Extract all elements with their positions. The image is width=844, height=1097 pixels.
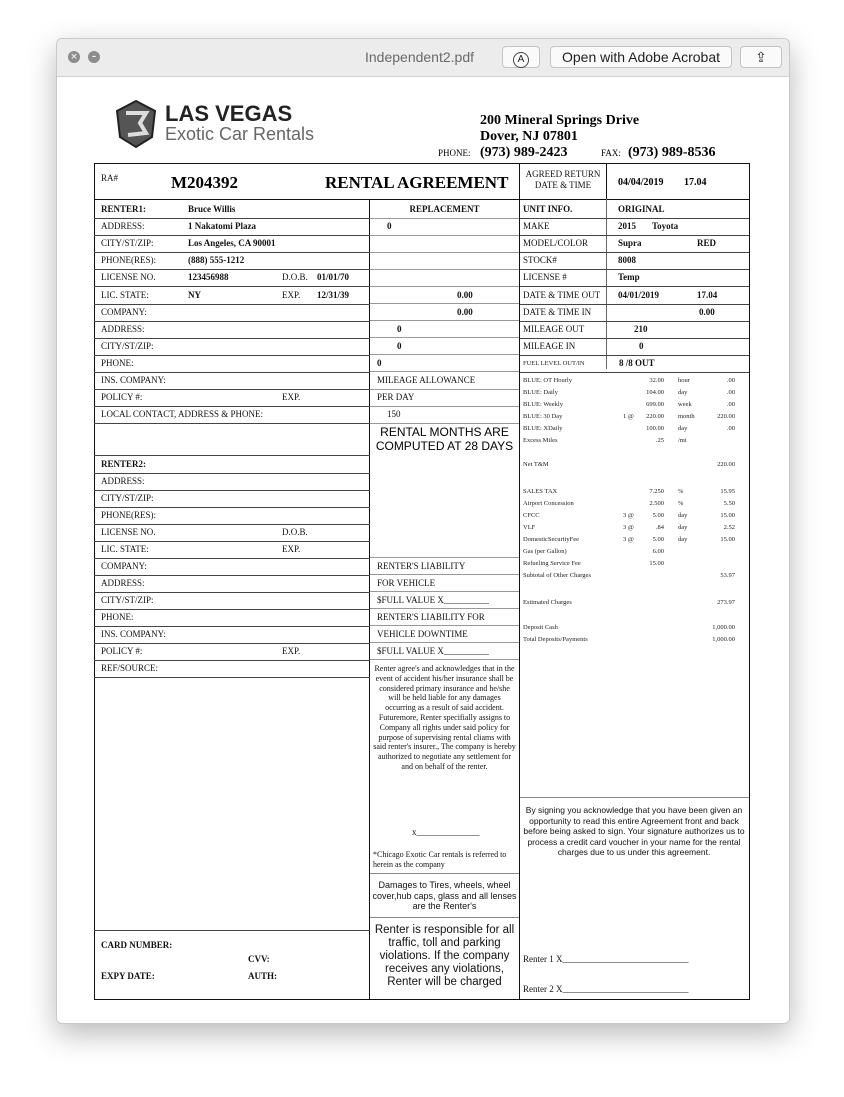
logo-emblem-icon	[112, 99, 160, 149]
row-divider	[94, 626, 370, 627]
unit-info-value: 8 /8 OUT	[619, 358, 655, 368]
charge-rate: 5.00	[652, 512, 664, 519]
renter-field-label: LIC. STATE:	[101, 290, 149, 300]
renter-field-label: CITY/ST/ZIP:	[101, 238, 154, 248]
share-button[interactable]	[740, 46, 782, 68]
liability-line-3: $FULL VALUE X__________	[377, 595, 489, 605]
charge-label: BLUE: Daily	[523, 389, 558, 396]
row-divider	[370, 354, 519, 355]
charge-rate: 5.00	[652, 536, 664, 543]
charge-unit: day	[678, 425, 688, 432]
renter-field-value: 1 Nakatomi Plaza	[188, 221, 256, 231]
unit-info-label: DATE & TIME OUT	[523, 290, 601, 300]
charge-rate: 104.00	[646, 389, 664, 396]
months-note-1: RENTAL MONTHS ARE	[380, 425, 509, 439]
return-date: 04/04/2019	[618, 177, 664, 188]
renter-field-value: NY	[188, 290, 201, 300]
charge-amount: 220.00	[717, 413, 735, 420]
row-divider	[520, 355, 749, 356]
row-divider	[94, 286, 370, 287]
renter-field-label: ADDRESS:	[101, 476, 145, 486]
row-divider	[94, 235, 370, 236]
row-divider	[520, 218, 749, 219]
unit-info-label: MILEAGE OUT	[523, 324, 585, 334]
row-divider	[370, 320, 519, 321]
charge-rate: .25	[655, 437, 664, 444]
row-divider	[370, 371, 519, 372]
address-line-2: Dover, NJ 07801	[480, 129, 578, 144]
fax-label: FAX:	[601, 148, 621, 158]
charge-label: BLUE: 30 Day	[523, 413, 563, 420]
unit-info-value: Temp	[618, 272, 640, 282]
row-divider	[94, 524, 370, 525]
renter1-signature-line[interactable]: Renter 1 X____________________________	[523, 954, 689, 964]
charge-unit: %	[678, 488, 684, 495]
charge-label: BLUE: OT Hourly	[523, 377, 572, 384]
row-divider	[370, 337, 519, 338]
charge-rate: 6.00	[652, 548, 664, 555]
row-divider	[370, 659, 519, 660]
charge-unit: week	[678, 401, 692, 408]
row-divider	[94, 423, 370, 424]
traffic-violations-note: Renter is responsible for all traffic, toll and parking violations. If the company receives any violations, Renter will be charged	[374, 924, 515, 988]
auth-label: AUTH:	[248, 971, 277, 981]
unit-info-label: MODEL/COLOR	[523, 238, 588, 248]
row-divider	[94, 575, 370, 576]
charge-amount: .00	[726, 425, 735, 432]
renter-field-label: REF/SOURCE:	[101, 663, 159, 673]
charge-unit: day	[678, 524, 688, 531]
renter-field-sublabel: EXP.	[282, 544, 301, 554]
row-divider	[370, 389, 519, 390]
unit-info-label: UNIT INFO.	[523, 204, 573, 214]
charge-rate: 7.250	[649, 488, 664, 495]
row-divider	[94, 269, 370, 270]
charge-amount: 2.52	[723, 524, 735, 531]
per-day-label: PER DAY	[377, 392, 415, 402]
replacement-value-2: 0.00	[457, 290, 473, 300]
renter-field-label: ADDRESS:	[101, 578, 145, 588]
pdf-page	[57, 77, 789, 1023]
renter-field-label: PHONE:	[101, 612, 134, 622]
replacement-value-1: 0	[387, 221, 392, 231]
renter-field-sublabel: EXP.	[282, 290, 301, 300]
row-divider	[94, 455, 370, 456]
renter-field-sublabel: D.O.B.	[282, 527, 308, 537]
unit-info-value: 2015	[618, 221, 636, 231]
renter-field-value: (888) 555-1212	[188, 255, 245, 265]
charge-rate: 2.500	[649, 500, 664, 507]
charge-rate: 32.00	[649, 377, 664, 384]
renter-field-label: PHONE:	[101, 358, 134, 368]
open-with-acrobat-button[interactable]: Open with Adobe Acrobat	[550, 46, 732, 68]
row-divider	[520, 286, 749, 287]
phone-label: PHONE:	[438, 148, 471, 158]
close-icon[interactable]: ×	[68, 51, 80, 63]
row-divider	[94, 677, 370, 678]
unit-info-label: DATE & TIME IN	[523, 307, 592, 317]
row-divider	[94, 609, 370, 610]
charge-unit: hour	[678, 377, 690, 384]
logo-subtitle: Exotic Car Rentals	[165, 124, 315, 144]
row-divider	[370, 574, 519, 575]
renter-field-value: Los Angeles, CA 90001	[188, 238, 276, 248]
unit-info-value: 210	[634, 324, 648, 334]
pdf-viewer-window	[56, 38, 790, 1024]
charge-amount: .00	[726, 377, 735, 384]
charge-unit: day	[678, 536, 688, 543]
row-divider	[370, 218, 519, 219]
renter-field-label: ADDRESS:	[101, 324, 145, 334]
renter-field-label: PHONE(RES):	[101, 510, 157, 520]
company-reference-note: *Chicago Exotic Car rentals is referred to herein as the company	[373, 850, 507, 869]
renter-field-label: LIC. STATE:	[101, 544, 149, 554]
unit-info-label: STOCK#	[523, 255, 557, 265]
row-divider	[94, 541, 370, 542]
charge-rate: 699.00	[646, 401, 664, 408]
liability-line-6: $FULL VALUE X__________	[377, 646, 489, 656]
return-time: 17.04	[684, 177, 707, 188]
renter-field-label: LICENSE NO.	[101, 527, 156, 537]
charge-amount: .00	[726, 401, 735, 408]
row-divider	[94, 930, 370, 931]
charge-label: Gas (per Gallon)	[523, 548, 567, 555]
months-note-2: COMPUTED AT 28 DAYS	[375, 439, 514, 453]
renter-field-value: Bruce Willis	[188, 204, 236, 214]
charge-unit: /mi	[678, 437, 687, 444]
charge-qty: 3 @	[623, 524, 634, 531]
charge-amount: 220.00	[717, 461, 735, 468]
row-divider	[370, 269, 519, 270]
unit-info-value: 0.00	[699, 307, 715, 317]
unit-info-value: Supra	[618, 238, 642, 248]
charge-amount: 15.00	[720, 512, 735, 519]
damages-note: Damages to Tires, wheels, wheel cover,hub caps, glass and all lenses are the Renter's	[372, 880, 517, 911]
charge-qty: 1 @	[623, 413, 634, 420]
row-divider	[520, 252, 749, 253]
charge-unit: month	[678, 413, 695, 420]
charge-label: Airport Concession	[523, 500, 574, 507]
unit-info-value: RED	[697, 238, 717, 248]
renter-field-label: LICENSE NO.	[101, 272, 156, 282]
replacement-header: REPLACEMENT	[409, 204, 480, 214]
liability-line-5: VEHICLE DOWNTIME	[377, 629, 468, 639]
renter-field-subvalue: 12/31/39	[317, 290, 350, 300]
unit-info-label: MAKE	[523, 221, 550, 231]
title-bar	[57, 39, 789, 77]
charge-amount: 1,000.00	[712, 636, 735, 643]
unit-info-value: 0	[639, 341, 644, 351]
row-divider	[94, 252, 370, 253]
row-divider	[94, 660, 370, 661]
return-label-1: AGREED RETURN	[525, 169, 601, 179]
renter-field-label: LOCAL CONTACT, ADDRESS & PHONE:	[101, 409, 264, 419]
charge-label: SALES TAX	[523, 488, 558, 495]
renter-field-sublabel: EXP.	[282, 392, 301, 402]
renter-field-label: PHONE(RES):	[101, 255, 157, 265]
renter-field-label: CITY/ST/ZIP:	[101, 595, 154, 605]
renter-field-label: POLICY #:	[101, 392, 143, 402]
phone-number: (973) 989-2423	[480, 145, 568, 160]
replacement-value-3: 0.00	[457, 307, 473, 317]
markup-button[interactable]	[502, 46, 540, 68]
row-divider	[370, 286, 519, 287]
row-divider	[94, 338, 370, 339]
replacement-value-5: 0	[397, 341, 402, 351]
signing-acknowledgement: By signing you acknowledge that you have been given an opportunity to read this entire Agreement front and back before being asked to sign. Your signature authorizes us to process a credit card voucher in your name for the rental charges due to us under this agreement.	[523, 805, 745, 857]
charge-label: CFCC	[523, 512, 540, 519]
row-divider	[94, 355, 370, 356]
liability-line-2: FOR VEHICLE	[377, 578, 436, 588]
row-divider	[94, 490, 370, 491]
unit-info-value: ORIGINAL	[618, 204, 665, 214]
charge-amount: .00	[726, 389, 735, 396]
charge-unit: day	[678, 512, 688, 519]
renter-field-label: RENTER2:	[101, 459, 147, 469]
renter-field-label: RENTER1:	[101, 204, 147, 214]
share-icon: ⇪	[755, 49, 767, 65]
mileage-allowance-value: 150	[387, 409, 401, 419]
row-divider	[370, 591, 519, 592]
renter-field-label: INS. COMPANY:	[101, 375, 166, 385]
charge-rate: 220.00	[646, 413, 664, 420]
charge-qty: 3 @	[623, 512, 634, 519]
row-divider	[94, 473, 370, 474]
charge-label: BLUE: XDaily	[523, 425, 563, 432]
charge-label: Net T&M	[523, 461, 549, 468]
charge-rate: 100.00	[646, 425, 664, 432]
charge-unit: day	[678, 389, 688, 396]
agreement-sign-line: x______________	[412, 827, 480, 837]
ra-number: M204392	[171, 173, 239, 192]
file-name: Independent2.pdf	[365, 49, 474, 65]
renter-field-label: COMPANY:	[101, 307, 147, 317]
fax-number: (973) 989-8536	[628, 145, 716, 160]
row-divider	[94, 507, 370, 508]
charge-amount: 1,000.00	[712, 624, 735, 631]
row-divider	[94, 643, 370, 644]
charge-amount: 15.00	[720, 536, 735, 543]
unit-info-value: 04/01/2019	[618, 290, 660, 300]
return-label-2: DATE & TIME	[534, 180, 592, 190]
address-line-1: 200 Mineral Springs Drive	[480, 113, 640, 128]
renter-field-label: INS. COMPANY:	[101, 629, 166, 639]
renter-field-label: ADDRESS:	[101, 221, 145, 231]
charge-unit: %	[678, 500, 684, 507]
renter-field-label: COMPANY:	[101, 561, 147, 571]
row-divider	[94, 321, 370, 322]
charge-label: VLF	[523, 524, 536, 531]
row-divider	[94, 406, 370, 407]
row-divider	[370, 252, 519, 253]
row-divider	[370, 557, 519, 558]
row-divider	[94, 218, 370, 219]
charge-amount: 5.50	[723, 500, 735, 507]
row-divider	[520, 321, 749, 322]
charge-qty: 3 @	[623, 536, 634, 543]
row-divider	[370, 625, 519, 626]
row-divider	[520, 304, 749, 305]
renter-field-label: CITY/ST/ZIP:	[101, 341, 154, 351]
charge-label: Total Deposits/Payments	[523, 636, 588, 643]
expy-date-label: EXPY DATE:	[101, 971, 155, 981]
renter2-signature-line[interactable]: Renter 2 X____________________________	[523, 984, 689, 994]
charge-label: BLUE: Weekly	[523, 401, 563, 408]
row-divider	[520, 372, 749, 373]
row-divider	[94, 592, 370, 593]
row-divider	[520, 235, 749, 236]
charge-label: Refueling Service Fee	[523, 560, 581, 567]
row-divider	[520, 269, 749, 270]
agreement-title: RENTAL AGREEMENT	[325, 173, 509, 192]
row-divider	[370, 303, 519, 304]
renter-field-sublabel: EXP.	[282, 646, 301, 656]
renter-field-sublabel: D.O.B.	[282, 272, 308, 282]
renter-field-subvalue: 01/01/70	[317, 272, 350, 282]
row-divider	[94, 304, 370, 305]
charge-label: Estimated Charges	[523, 599, 572, 606]
unit-info-label: LICENSE #	[523, 272, 567, 282]
replacement-value-6: 0	[377, 358, 382, 368]
unit-info-label: FUEL LEVEL OUT/IN	[523, 360, 585, 367]
charge-rate: .84	[655, 524, 664, 531]
row-divider	[370, 406, 519, 407]
ra-label: RA#	[101, 173, 119, 183]
row-divider	[370, 608, 519, 609]
unit-info-label: MILEAGE IN	[523, 341, 576, 351]
liability-line-4: RENTER'S LIABILITY FOR	[377, 612, 485, 622]
row-divider	[520, 338, 749, 339]
replacement-value-4: 0	[397, 324, 402, 334]
row-divider	[94, 389, 370, 390]
liability-line-1: RENTER'S LIABILITY	[377, 561, 466, 571]
unit-info-value: Toyota	[652, 221, 679, 231]
row-divider	[370, 235, 519, 236]
markup-icon: A	[513, 52, 529, 68]
logo-title: LAS VEGAS	[165, 101, 293, 126]
charge-label: Deposit Cash	[523, 624, 558, 631]
row-divider	[370, 642, 519, 643]
accident-agreement-text: Renter agree's and acknowledges that in the event of accident his/her insurance shall be considered primary insurance and he/she will be held liable for any damages occurring as a result of said accident. Futuremore, Renter specifially assigns to Company all rights under said policy for purpose of supervising rental cliams with said renter's insurer., The company is hereby authorized to negotiate any settlement for and on behalf of the renter.	[373, 664, 516, 771]
renter-field-label: POLICY #:	[101, 646, 143, 656]
unit-info-value: 17.04	[697, 290, 718, 300]
card-number-label: CARD NUMBER:	[101, 940, 173, 950]
charge-label: Excess Miles	[523, 437, 558, 444]
charge-rate: 15.00	[649, 560, 664, 567]
renter-field-value: 123456988	[188, 272, 229, 282]
row-divider	[370, 423, 519, 424]
charge-label: DomesticSecurityFee	[523, 536, 579, 543]
row-divider	[94, 558, 370, 559]
charge-amount: 15.95	[720, 488, 735, 495]
cvv-label: CVV:	[248, 954, 270, 964]
charge-amount: 273.97	[717, 599, 735, 606]
charge-label: Subtotal of Other Charges	[523, 572, 591, 579]
mileage-allowance-label: MILEAGE ALLOWANCE	[377, 375, 476, 385]
charge-amount: 53.97	[720, 572, 735, 579]
row-divider	[94, 372, 370, 373]
unit-info-value: 8008	[618, 255, 636, 265]
renter-field-label: CITY/ST/ZIP:	[101, 493, 154, 503]
minimize-icon[interactable]: –	[88, 51, 100, 63]
